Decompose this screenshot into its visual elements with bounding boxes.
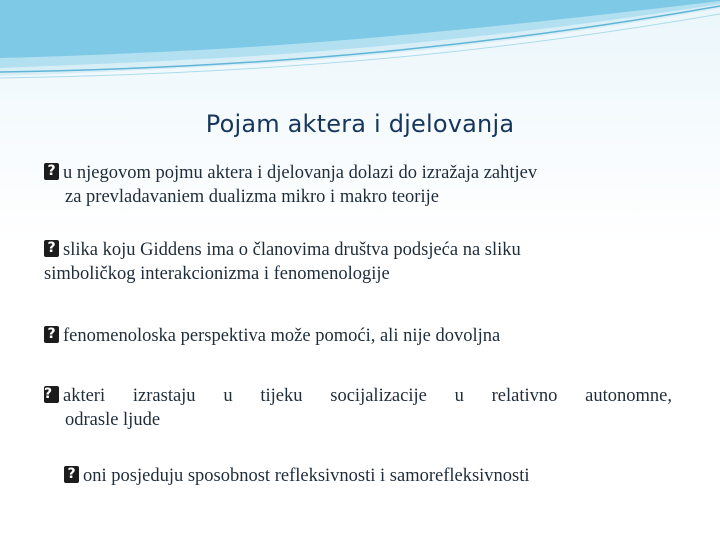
header-wave-decoration bbox=[0, 0, 720, 90]
bullet-1-line-2 bbox=[44, 185, 684, 209]
bullet-4-line-2 bbox=[44, 408, 672, 432]
bullet-5 bbox=[64, 464, 684, 488]
bullet-2-text-line-1: slika koju Giddens ima o članovima društva podsjeća na sliku bbox=[63, 240, 521, 260]
missing-glyph-icon bbox=[44, 326, 59, 343]
bullet-1-line-1 bbox=[44, 161, 684, 185]
missing-glyph-icon bbox=[64, 466, 79, 483]
missing-glyph-icon bbox=[44, 386, 59, 403]
bullet-1 bbox=[44, 161, 684, 209]
bullet-1-text-line-2: za prevladavaniem dualizma mikro i makro teorije bbox=[65, 187, 439, 207]
bullet-2-text-line-2: simboličkog interakcionizma i fenomenologije bbox=[44, 264, 390, 284]
bullet-3 bbox=[44, 324, 684, 348]
slide-title: Pojam aktera i djelovanja bbox=[205, 110, 515, 138]
bullet-3-text-line-1: fenomenoloska perspektiva može pomoći, ali nije dovoljna bbox=[63, 326, 501, 346]
bullet-1-text-line-1: u njegovom pojmu aktera i djelovanja dolazi do izražaja zahtjev bbox=[63, 163, 538, 183]
bullet-2 bbox=[44, 238, 684, 286]
bullet-4 bbox=[44, 384, 672, 432]
bullet-5-line-1 bbox=[64, 464, 684, 488]
bullet-2-line-1 bbox=[44, 238, 684, 262]
bullet-4-text-line-2: odrasle ljude bbox=[65, 410, 161, 430]
missing-glyph-icon bbox=[44, 240, 59, 257]
missing-glyph-icon bbox=[44, 163, 59, 180]
bullet-3-line-1 bbox=[44, 324, 684, 348]
bullet-2-line-2 bbox=[44, 262, 684, 286]
bullet-5-text-line-1: oni posjeduju sposobnost refleksivnosti i samorefleksivnosti bbox=[83, 466, 530, 486]
bullet-4-line-1 bbox=[44, 384, 672, 408]
bullet-4-text-line-1: akteri izrastaju u tijeku socijalizacije u relativno autonomne, bbox=[63, 386, 672, 406]
